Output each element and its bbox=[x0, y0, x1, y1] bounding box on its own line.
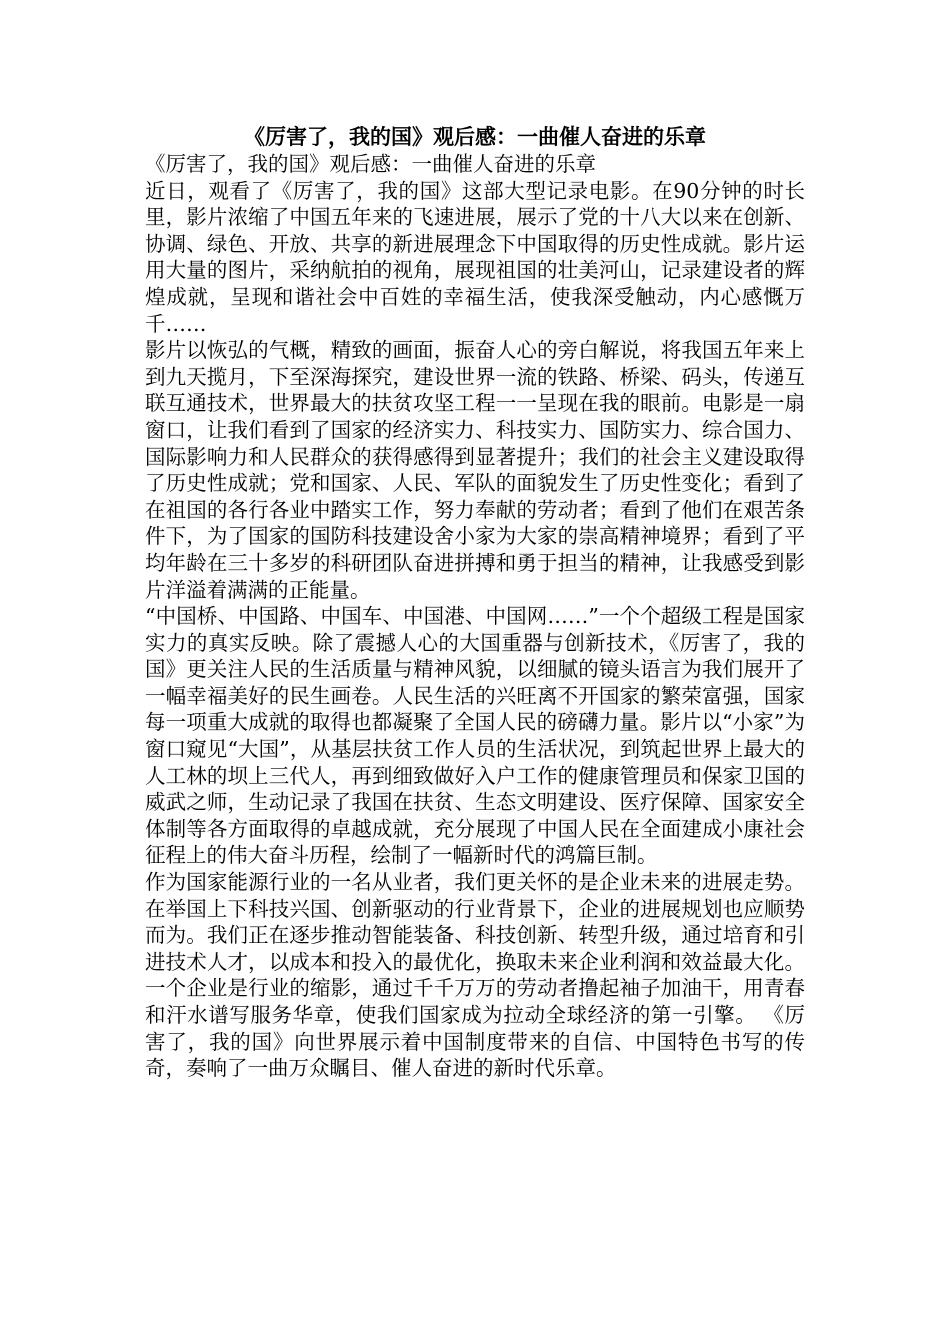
paragraph-1: 近日，观看了《厉害了，我的国》这部大型记录电影。在90分钟的时长里，影片浓缩了中国五年来的飞速进展，展示了党的十八大以来在创新、协调、绿色、开放、共享的新进展理念下中国取得的历史性成就。影片运用大量的图片，采纳航拍的视角，展现祖国的壮美河山，记录建设者的辉煌成就，呈现和谐社会中百姓的幸福生活，使我深受触动，内心感慨万千…… bbox=[145, 178, 805, 336]
paragraph-2: 影片以恢弘的气概，精致的画面，振奋人心的旁白解说，将我国五年来上到九天揽月，下至深海探究，建设世界一流的铁路、桥梁、码头，传递互联互通技术，世界最大的扶贫攻坚工程一一呈现在我的眼前。电影是一扇窗口，让我们看到了国家的经济实力、科技实力、国防实力、综合国力、国际影响力和人民群众的获得感得到显著提升；我们的社会主义建设取得了历史性成就；党和国家、人民、军队的面貌发生了历史性变化；看到了在祖国的各行各业中踏实工作，努力奉献的劳动者；看到了他们在艰苦条件下，为了国家的国防科技建设舍小家为大家的崇高精神境界；看到了平均年龄在三十多岁的科研团队奋进拼搏和勇于担当的精神，让我感受到影片洋溢着满满的正能量。 bbox=[145, 338, 805, 602]
document-subtitle: 《厉害了，我的国》观后感：一曲催人奋进的乐章 bbox=[145, 152, 596, 176]
document-body bbox=[145, 124, 805, 1082]
paragraph-4: 作为国家能源行业的一名从业者，我们更关怀的是企业未来的进展走势。在举国上下科技兴国、创新驱动的行业背景下，企业的进展规划也应顺势而为。我们正在逐步推动智能装备、科技创新、转型升级，通过培育和引进技术人才，以成本和投入的最优化，换取未来企业利润和效益最大化。一个企业是行业的缩影，通过千千万万的劳动者撸起袖子加油干，用青春和汗水谱写服务华章，使我们国家成为拉动全球经济的第一引擎。 《厉害了，我的国》向世界展示着中国制度带来的自信、中国特色书写的传奇，奏响了一曲万众瞩目、催人奋进的新时代乐章。 bbox=[145, 870, 805, 1081]
document-title: 《厉害了，我的国》观后感：一曲催人奋进的乐章 bbox=[244, 125, 706, 149]
paragraph-3: “中国桥、中国路、中国车、中国港、中国网……”一个个超级工程是国家实力的真实反映。除了震撼人心的大国重器与创新技术，《厉害了，我的国》更关注人民的生活质量与精神风貌，以细腻的镜头语言为我们展开了一幅幸福美好的民生画卷。人民生活的兴旺离不开国家的繁荣富强，国家每一项重大成就的取得也都凝聚了全国人民的磅礴力量。影片以“小家”为窗口窥见“大国”，从基层扶贫工作人员的生活状况，到筑起世界上最大的人工林的坝上三代人，再到细致做好入户工作的健康管理员和保家卫国的威武之师，生动记录了我国在扶贫、生态文明建设、医疗保障、国家安全体制等各方面取得的卓越成就，充分展现了中国人民在全面建成小康社会征程上的伟大奋斗历程，绘制了一幅新时代的鸿篇巨制。 bbox=[145, 604, 805, 868]
